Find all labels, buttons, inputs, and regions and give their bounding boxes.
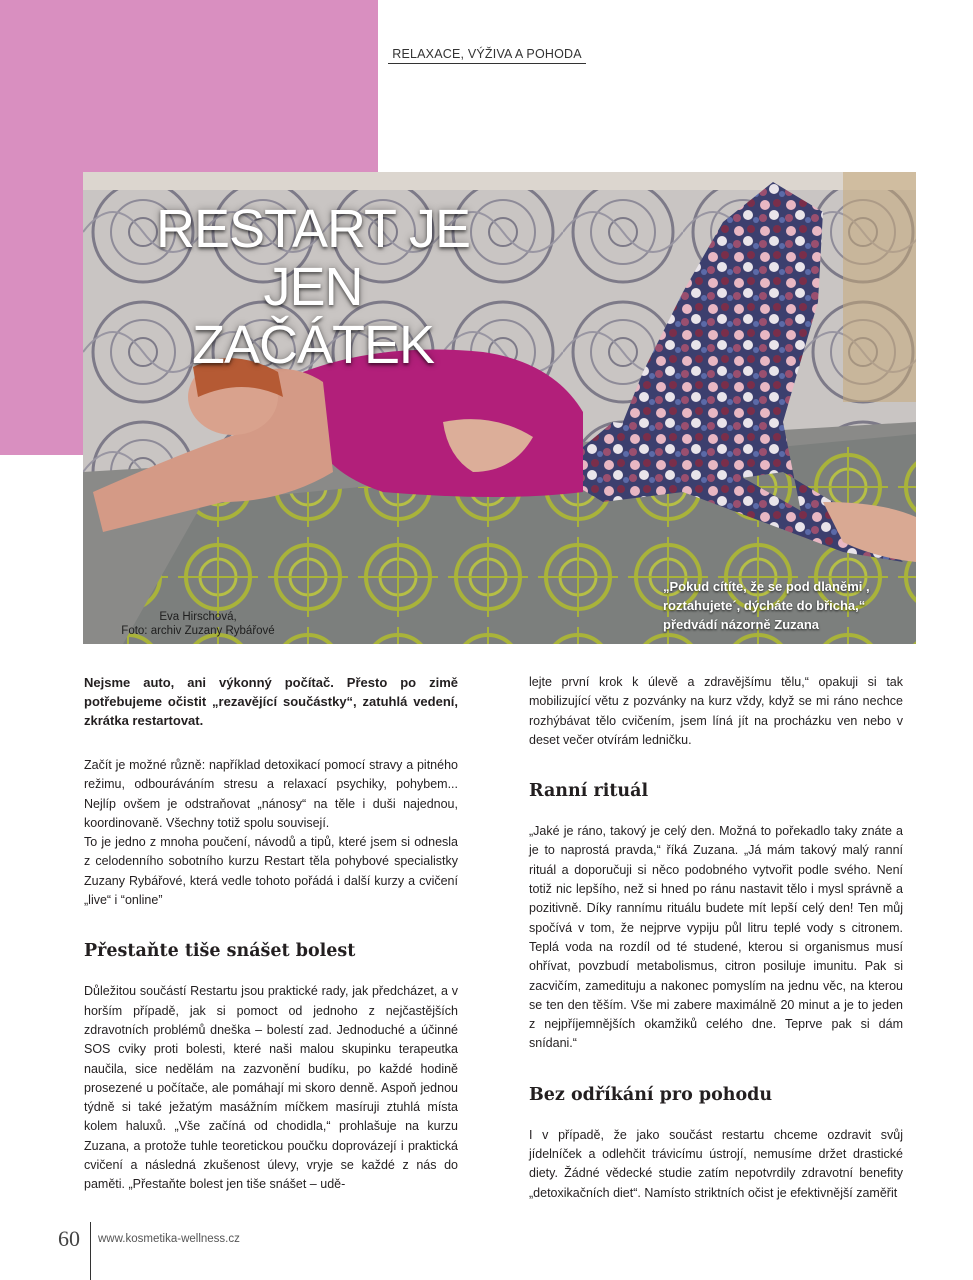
photo-caption-line-1: „Pokud cítíte, že se pod dlaněmi ,	[663, 579, 870, 594]
article-headline	[113, 200, 513, 374]
section-body-bolest: Důležitou součástí Restartu jsou praktické rady, jak předcházet, a v horším případě, jak si pomoct od jednoho z nejčastějších zdravotních problémů dneška – bolestí zad. Jednoduché a účinné SOS cviky proti bolesti, které naši malou skupinku terapeutka naučila, sice nedělám na zazvonění budíku, po každé hodině prosezené u počítače, ale pomáhají mi skoro denně. Aspoň jednou týdně si také ježatým masážním míčkem masíruji ztuhlá místa kolem haluxů. „Vše začíná od chodidla,“ prohlašuje na kurzu Zuzana, a protože tuhle teoretickou poučku doprovázejí i praktická cvičení a následná zkušenost úlevy, vryje se každé z nás do paměti. „Přestaňte bolest jen tiše snášet – udě-	[84, 984, 458, 1192]
photo-credit-source: Foto: archiv Zuzany Rybářové	[121, 625, 275, 637]
section-body-bez-odrikani: I v případě, že jako součást restartu chceme ozdravit svůj jídelníček a odlehčit trávicímu ústrojí, nemusíme držet drastické diety. Žádné vědecké studie zatím nepotvrdily zdravotní benefity „detoxikačních diet“. Namísto striktních očist je efektivnější zaměřit	[529, 1127, 903, 1200]
photo-caption-line-2: roztahujete´, dýcháte do břicha,“	[663, 598, 866, 613]
intro-paragraph-2: To je jedno z mnoha poučení, návodů a tipů, které jsem si odnesla z celodenního sobotního kurzu Restart těla pohybové specialistky Zuzany Rybářové, která vedle tohoto pořádá i další kurzy a cvičení „live“ i “online”	[84, 835, 458, 908]
photo-credit	[103, 610, 293, 638]
footer-divider	[90, 1222, 91, 1280]
headline-line-2: ZAČÁTEK	[191, 315, 435, 375]
photo-caption-line-3: předvádí názorně Zuzana	[663, 617, 820, 632]
headline-line-1: RESTART JE JEN	[155, 199, 471, 317]
article-column-left	[84, 673, 458, 1195]
section-heading-bez-odrikani: Bez odříkání pro pohodu	[529, 1084, 773, 1105]
website-link[interactable]: www.kosmetika-wellness.cz	[98, 1233, 240, 1245]
article-lead: Nejsme auto, ani výkonný počítač. Přesto po zimě potřebujeme očistit „rezavějící součástky“, zatuhlá vedení, zkrátka restartovat.	[84, 675, 458, 728]
intro-paragraph-1: Začít je možné různě: například detoxikací pomocí stravy a pitného režimu, odbouráváním stresu a relaxací psychiky, pohybem... Nejlíp ovšem je odstraňovat „nánosy“ na těle i duši najednou, koordinovaně. Všechny totiž spolu souvisejí.	[84, 758, 458, 830]
page-footer	[0, 1222, 400, 1280]
section-body-bolest-continued: lejte první krok k úlevě a zdravějšímu tělu,“ opakuji si tak mobilizující větu z pozvánky na kurz vždy, když se mi ráno nechce rozhýbávat tělo cvičením, jsem líná jít na procházku ven nebo v deset večer otvírám ledničku.	[529, 675, 903, 747]
photo-caption	[663, 577, 913, 634]
section-heading-bolest: Přestaňte tiše snášet bolest	[84, 941, 356, 962]
section-heading-ranni-ritual: Ranní rituál	[529, 781, 649, 802]
hero-photo	[83, 172, 916, 644]
section-body-ranni-ritual: „Jaké je ráno, takový je celý den. Možná to pořekadlo taky znáte a je to naprostá pravda,“ říká Zuzana. „Já mám takový malý ranní rituál a doporučuji si něco podobného vytvořit podle svého. Není totiž nic lepšího, než si hned po ránu nastavit tělo i mysl správně a pozitivně. Díky rannímu rituálu budete mít lepší celý den! Ten můj spočívá v tom, že nejprve vypiju půl litru teplé vody s citronem. Teplá voda na rozdíl od té studené, kterou si organismus musí ohřívat, povzbudí metabolismus, citron posiluje imunitu. Pak si zacvičím, zamedituju a nakonec pomyslím na jednu věc, na kterou se ten den těším. Vše mi zabere maximálně 20 minut a je to jeden z nejpříjemnějších okamžiků celého dne. Teprve pak si dám snídani.“	[529, 824, 903, 1051]
article-column-right	[529, 673, 903, 1203]
photo-credit-author: Eva Hirschová,	[159, 611, 237, 623]
section-label: RELAXACE, VÝŽIVA A POHODA	[388, 47, 586, 64]
page-number: 60	[58, 1226, 80, 1251]
